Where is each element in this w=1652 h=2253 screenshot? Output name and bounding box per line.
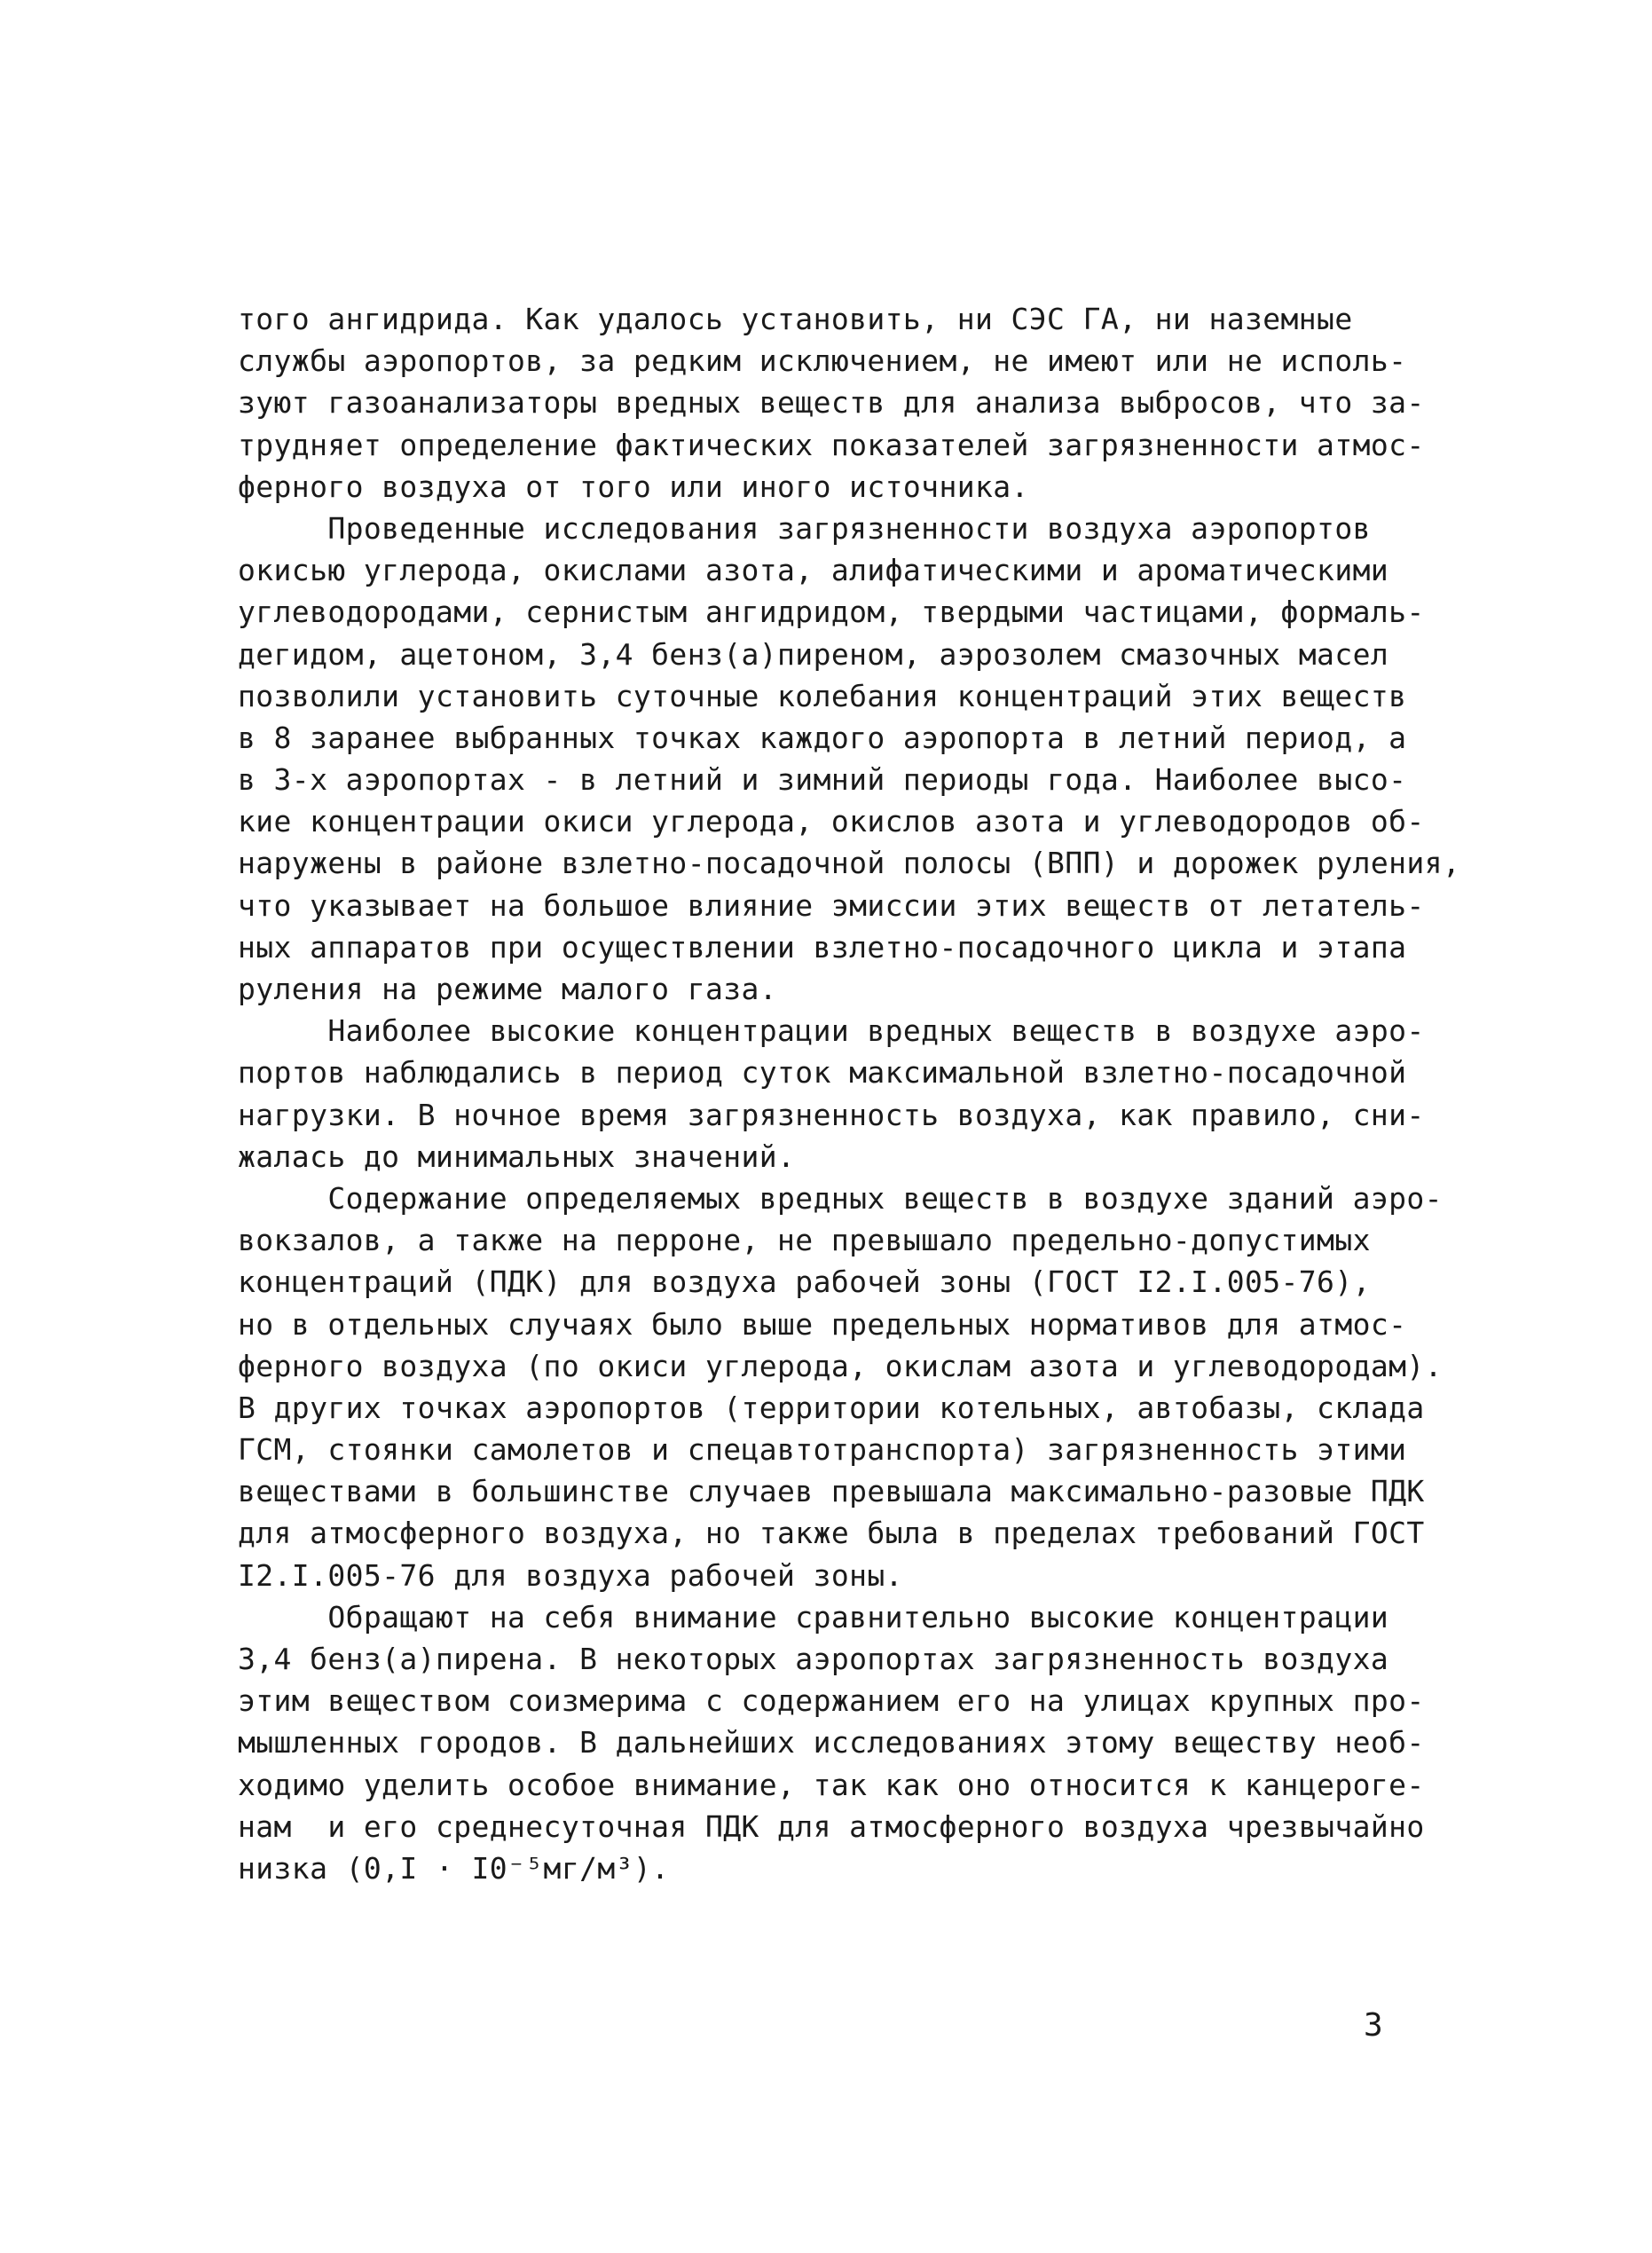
text-line: мышленных городов. В дальнейших исследованиях этому веществу необ- (238, 1725, 1425, 1761)
text-line: но в отдельных случаях было выше предельных нормативов для атмос- (238, 1306, 1407, 1342)
text-line: нам и его среднесуточная ПДК для атмосферного воздуха чрезвычайно (238, 1808, 1425, 1844)
text-line: того ангидрида. Как удалось установить, ни СЭС ГА, ни наземные (238, 302, 1353, 336)
text-line: этим веществом соизмерима с содержанием его на улицах крупных про- (238, 1683, 1425, 1719)
text-line: наружены в районе взлетно-посадочной полосы (ВПП) и дорожек руления, (238, 846, 1461, 881)
text-line: дегидом, ацетоном, 3,4 бенз(а)пиреном, аэрозолем смазочных масел (238, 636, 1389, 672)
text-line: ГСМ, стоянки самолетов и спецавтотранспорта) загрязненность этими (238, 1432, 1407, 1468)
text-line: зуют газоанализаторы вредных веществ для анализа выбросов, что за- (238, 385, 1425, 421)
text-line: ных аппаратов при осуществлении взлетно-посадочного цикла и этапа (238, 929, 1407, 965)
text-line: жалась до минимальных значений. (238, 1138, 796, 1174)
page-number: 3 (1364, 2007, 1383, 2044)
text-line: позволили установить суточные колебания концентраций этих веществ (238, 678, 1407, 713)
text-line: углеводородами, сернистым ангидридом, твердыми частицами, формаль- (238, 595, 1425, 630)
text-line: ферного воздуха (по окиси углерода, окислам азота и углеводородам). (238, 1348, 1443, 1383)
text-line: для атмосферного воздуха, но также была в пределах требований ГОСТ (238, 1516, 1425, 1551)
text-line: руления на режиме малого газа. (238, 972, 778, 1006)
text-line: в 3-х аэропортах - в летний и зимний периоды года. Наиболее высо- (238, 762, 1407, 798)
text-line: что указывает на большое влияние эмиссии этих веществ от летатель- (238, 887, 1425, 923)
text-line: кие концентрации окиси углерода, окислов азота и углеводородов об- (238, 804, 1425, 839)
text-line: I2.I.005-76 для воздуха рабочей зоны. (238, 1557, 903, 1593)
text-line: нагрузки. В ночное время загрязненность воздуха, как правило, сни- (238, 1097, 1425, 1132)
text-line: окисью углерода, окислами азота, алифатическими и ароматическими (238, 553, 1389, 588)
text-line: веществами в большинстве случаев превышала максимально-разовые ПДК (238, 1474, 1425, 1509)
text-line: низка (0,I · I0⁻⁵мг/м³). (238, 1850, 670, 1886)
text-line: в 8 заранее выбранных точках каждого аэропорта в летний период, а (238, 720, 1407, 755)
text-line: Содержание определяемых вредных веществ в воздухе зданий аэро- (238, 1180, 1443, 1216)
text-line: Проведенные исследования загрязненности воздуха аэропортов (238, 510, 1371, 546)
text-line: Обращают на себя внимание сравнительно высокие концентрации (238, 1599, 1389, 1635)
text-line: Наиболее высокие концентрации вредных веществ в воздухе аэро- (238, 1013, 1425, 1049)
text-line: В других точках аэропортов (территории котельных, автобазы, склада (238, 1390, 1425, 1425)
text-line: 3,4 бенз(а)пирена. В некоторых аэропортах загрязненность воздуха (238, 1642, 1389, 1676)
text-line: портов наблюдались в период суток максимальной взлетно-посадочной (238, 1055, 1407, 1091)
text-line: ходимо уделить особое внимание, так как оно относится к канцероге- (238, 1767, 1425, 1802)
body-text (238, 298, 1461, 1889)
text-line: трудняет определение фактических показателей загрязненности атмос- (238, 427, 1425, 462)
text-line: службы аэропортов, за редким исключением, не имеют или не исполь- (238, 343, 1407, 379)
text-line: ферного воздуха от того или иного источника. (238, 469, 1029, 504)
text-line: вокзалов, а также на перроне, не превышало предельно-допустимых (238, 1223, 1371, 1258)
text-line: концентраций (ПДК) для воздуха рабочей зоны (ГОСТ I2.I.005-76), (238, 1264, 1371, 1300)
